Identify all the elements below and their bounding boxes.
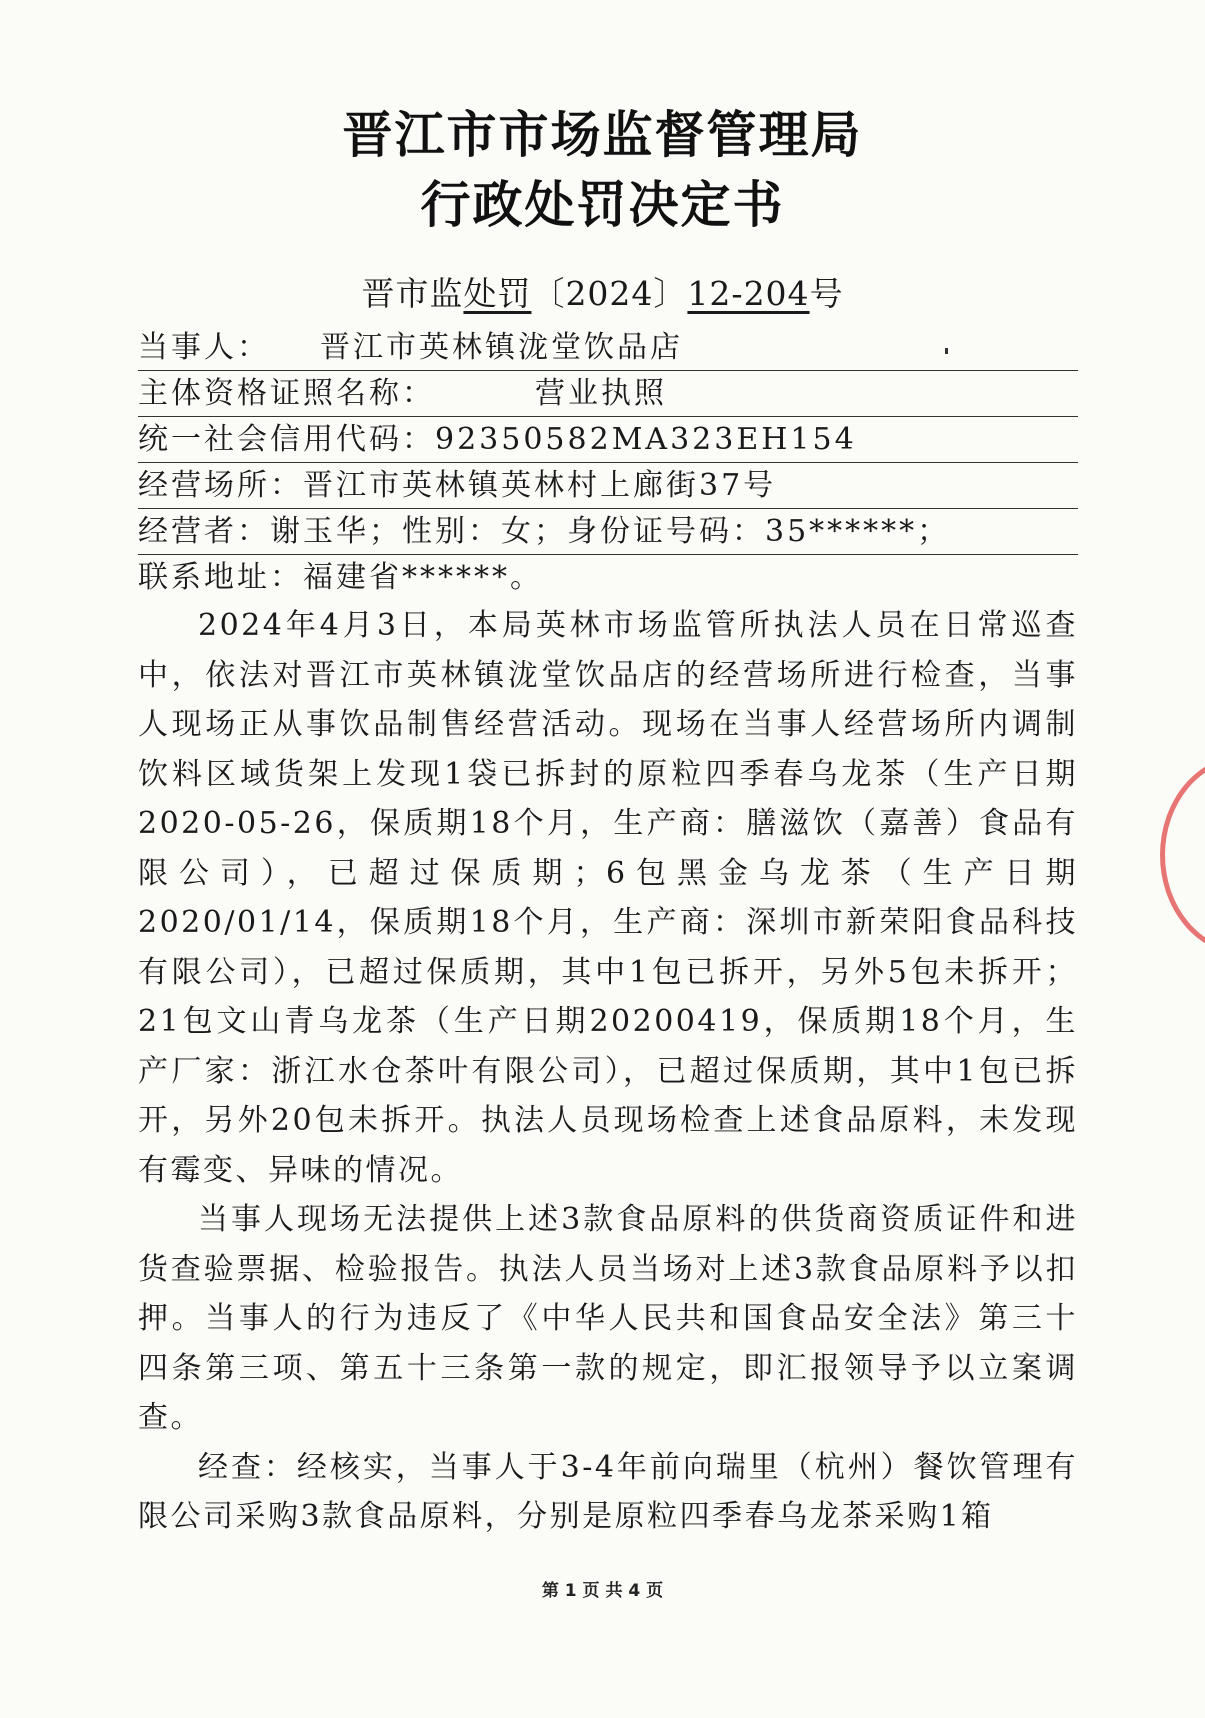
document-body bbox=[138, 601, 1078, 1542]
paragraph-investigation: 经查：经核实，当事人于3-4年前向瑞里（杭州）餐饮管理有限公司采购3款食品原料，分别是原粒四季春乌龙茶采购1箱 bbox=[138, 1449, 1078, 1534]
field-value: 晋江市英林镇英林村上廊街37号 bbox=[303, 468, 777, 503]
paragraph-violation: 当事人现场无法提供上述3款食品原料的供货商资质证件和进货查验票据、检验报告。执法人员当场对上述3款食品原料予以扣押。当事人的行为违反了《中华人民共和国食品安全法》第三十四条第三项、第五十三条第一款的规定，即汇报领导予以立案调查。 bbox=[138, 1202, 1078, 1435]
field-value: 营业执照 bbox=[535, 376, 667, 411]
document-title-type: 行政处罚决定书 bbox=[420, 175, 785, 234]
field-business-address bbox=[138, 464, 1078, 509]
document-number bbox=[0, 268, 1205, 315]
field-value: 谢玉华；性别：女；身份证号码：35******； bbox=[270, 514, 951, 549]
field-label: 经营场所： bbox=[138, 468, 303, 503]
doc-no-suffix: 号 bbox=[809, 274, 844, 313]
field-label: 联系地址： bbox=[138, 560, 303, 595]
field-party bbox=[138, 326, 1078, 371]
doc-no-type: 处罚 bbox=[463, 274, 532, 313]
field-contact-address bbox=[138, 556, 1078, 600]
field-operator bbox=[138, 510, 1078, 555]
field-label: 统一社会信用代码： bbox=[138, 422, 435, 457]
field-license-name bbox=[138, 372, 1078, 417]
field-label: 当事人： bbox=[138, 330, 270, 365]
field-value: 福建省******。 bbox=[303, 560, 543, 595]
field-value: 92350582MA323EH154 bbox=[435, 422, 857, 457]
field-value: 晋江市英林镇泷堂饮品店 bbox=[320, 330, 683, 365]
paragraph-inspection: 2024年4月3日，本局英林市场监管所执法人员在日常巡查中，依法对晋江市英林镇泷堂饮品店的经营场所进行检查，当事人现场正从事饮品制售经营活动。现场在当事人经营场所内调制饮料区域货架上发现1袋已拆封的原粒四季春乌龙茶（生产日期2020-05-26，保质期18个月，生产商：膳滋饮（嘉善）食品有限公司），已超过保质期；6包黑金乌龙茶（生产日期2020/01/14，保质期18个月，生产商：深圳市新荣阳食品科技有限公司），已超过保质期，其中1包已拆开，另外5包未拆开；21包文山青乌龙茶（生产日期20200419，保质期18个月，生产厂家：浙江水仓茶叶有限公司），已超过保质期，其中1包已拆开，另外20包未拆开。执法人员现场检查上述食品原料，未发现有霉变、异味的情况。 bbox=[138, 608, 1078, 1188]
page-number: 第 1 页 共 4 页 bbox=[541, 1581, 664, 1601]
field-label: 主体资格证照名称： bbox=[138, 376, 435, 411]
official-seal-stamp bbox=[1160, 755, 1205, 955]
field-credit-code bbox=[138, 418, 1078, 463]
document-title-agency: 晋江市市场监督管理局 bbox=[342, 105, 863, 164]
doc-no-num: 12-204 bbox=[687, 274, 810, 313]
doc-no-prefix: 晋市监 bbox=[361, 274, 464, 313]
field-label: 经营者： bbox=[138, 514, 270, 549]
doc-no-year: 〔2024〕 bbox=[531, 274, 688, 313]
